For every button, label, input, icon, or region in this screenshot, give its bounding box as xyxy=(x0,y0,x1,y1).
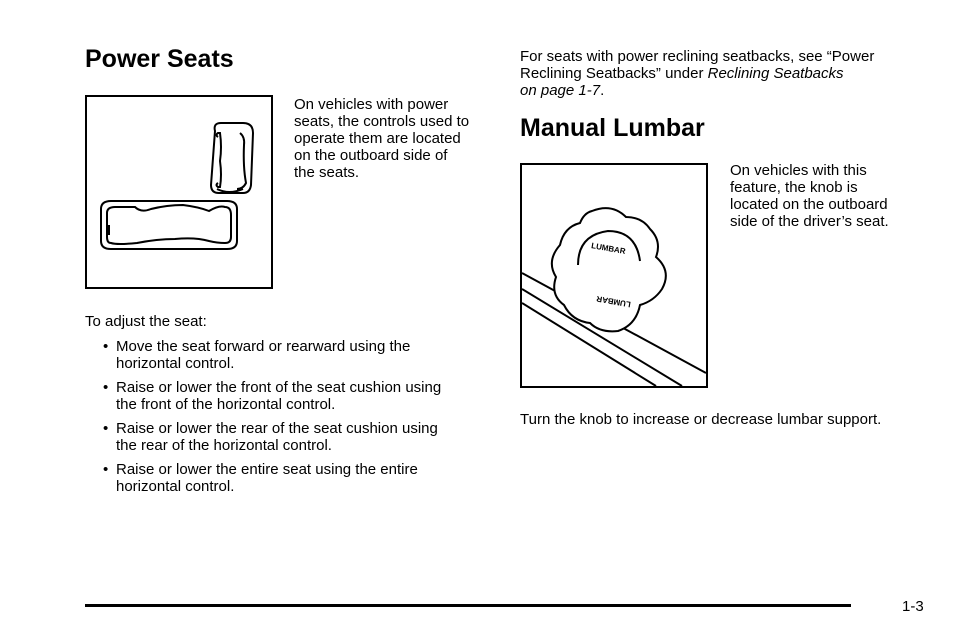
list-item-line: horizontal control. xyxy=(116,355,235,372)
reclining-seatbacks-reference xyxy=(520,48,940,99)
power-seats-intro xyxy=(294,96,494,181)
list-item xyxy=(85,461,495,495)
list-item-line: Raise or lower the rear of the seat cushion using xyxy=(116,420,438,437)
manual-lumbar-intro xyxy=(730,162,940,230)
manual-lumbar-intro-line: side of the driver’s seat. xyxy=(730,213,889,230)
footer-rule xyxy=(85,604,851,607)
page-number: 1-3 xyxy=(902,598,924,615)
reference-text: . xyxy=(600,82,605,99)
manual-lumbar-intro-line: On vehicles with this xyxy=(730,162,867,179)
knob-label-top: LUMBAR xyxy=(590,241,627,256)
manual-lumbar-intro-line: located on the outboard xyxy=(730,196,888,213)
list-item xyxy=(85,379,495,413)
bullet-icon: • xyxy=(103,379,109,396)
reclining-seatbacks-link[interactable]: Reclining Seatbacks xyxy=(707,65,844,82)
power-seats-intro-line: on the outboard side of xyxy=(294,147,448,164)
page-reference-link[interactable]: on page 1-7 xyxy=(520,82,601,99)
bullet-icon: • xyxy=(103,461,109,478)
reference-line: For seats with power reclining seatbacks, see “Power xyxy=(520,48,875,65)
power-seat-controls-figure xyxy=(85,95,273,289)
seatback-switch-illustration xyxy=(211,123,253,193)
list-item-line: Move the seat forward or rearward using the xyxy=(116,338,411,355)
lumbar-knob-figure xyxy=(520,163,708,388)
bullet-icon: • xyxy=(103,420,109,437)
manual-lumbar-intro-line: feature, the knob is xyxy=(730,179,858,196)
power-seats-intro-line: seats, the controls used to xyxy=(294,113,470,130)
bullet-icon: • xyxy=(103,338,109,355)
reference-text: Reclining Seatbacks” under xyxy=(520,65,708,82)
list-item-line: the front of the horizontal control. xyxy=(116,396,336,413)
power-seats-intro-line: the seats. xyxy=(294,164,360,181)
turn-knob-instruction: Turn the knob to increase or decrease lumbar support. xyxy=(520,411,882,428)
adjust-seat-label: To adjust the seat: xyxy=(85,313,207,330)
list-item-line: Raise or lower the front of the seat cushion using xyxy=(116,379,442,396)
power-seats-heading: Power Seats xyxy=(85,45,234,73)
power-seats-intro-line: On vehicles with power xyxy=(294,96,449,113)
reference-line xyxy=(520,82,940,99)
knob-outline xyxy=(552,208,666,331)
list-item-line: the rear of the horizontal control. xyxy=(116,437,332,454)
power-seats-intro-line: operate them are located xyxy=(294,130,461,147)
manual-lumbar-heading: Manual Lumbar xyxy=(520,114,705,142)
lumbar-knob-illustration xyxy=(522,165,706,386)
knob-label-bottom: LUMBAR xyxy=(595,294,632,309)
power-seat-controls-illustration xyxy=(87,97,271,287)
reference-line xyxy=(520,65,940,82)
adjust-seat-list xyxy=(85,338,495,502)
list-item xyxy=(85,338,495,372)
list-item-line: horizontal control. xyxy=(116,478,235,495)
list-item xyxy=(85,420,495,454)
list-item-line: Raise or lower the entire seat using the entire xyxy=(116,461,418,478)
cushion-switch-illustration xyxy=(101,201,237,249)
